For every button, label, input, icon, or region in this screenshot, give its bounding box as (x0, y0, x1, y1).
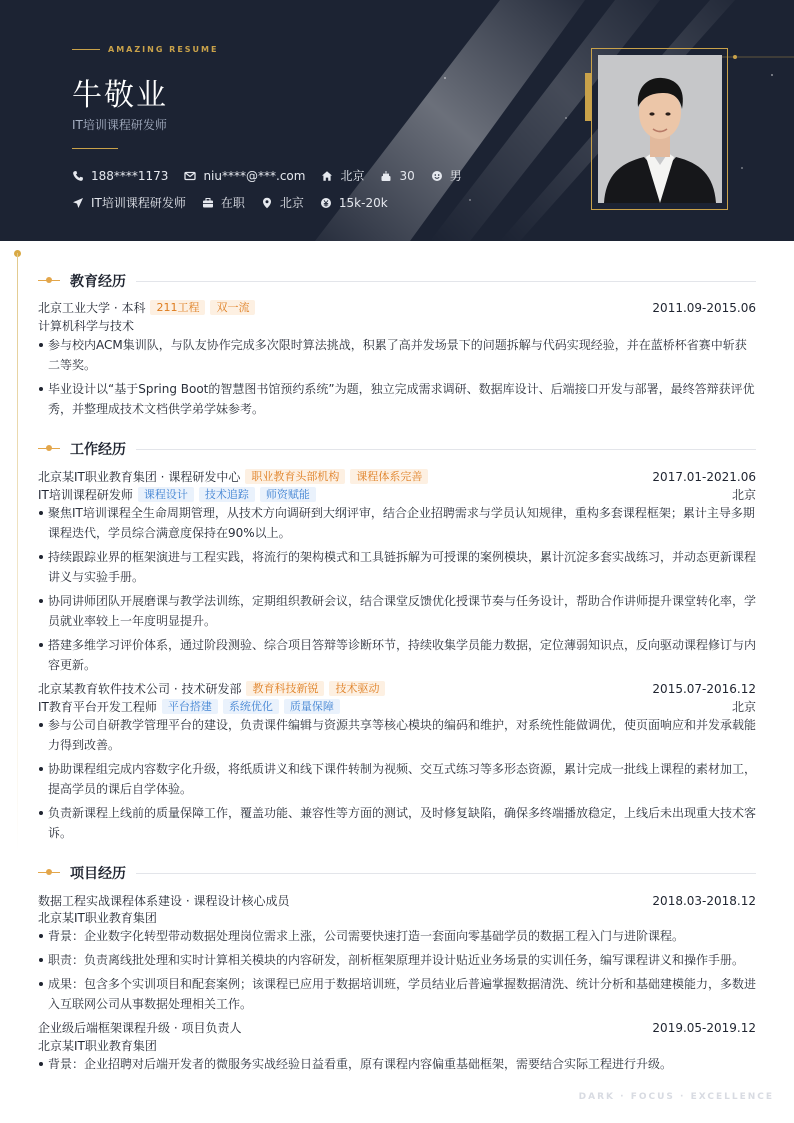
role-tag: 师资赋能 (260, 487, 316, 502)
mail-icon (184, 170, 196, 182)
age-text: 30 (399, 168, 415, 183)
work-city: 北京 (731, 488, 756, 502)
company-tag: 职业教育头部机构 (245, 469, 345, 484)
project-org-row (38, 1037, 756, 1054)
phone-text: 188****1173 (91, 168, 169, 183)
candidate-name: 牛敬业 (72, 78, 168, 113)
eyebrow-line (72, 49, 100, 50)
expected-salary-item (320, 196, 388, 210)
portrait-illustration (598, 55, 722, 203)
section-rule (136, 873, 756, 874)
education-major: 计算机科学与技术 (38, 319, 135, 333)
home-icon (321, 170, 333, 182)
section-rule (136, 449, 756, 450)
send-icon (72, 197, 84, 209)
contact-row (72, 167, 478, 184)
section-projects (38, 863, 756, 883)
project-date: 2019.05-2019.12 (652, 1020, 756, 1035)
project-header (38, 1019, 756, 1036)
list-item: 参与公司自研教学管理平台的建设，负责课件编辑与资源共享等核心模块的编码和维护，对系统性能做调优，使页面响应和并发承载能力得到改善。 (38, 715, 756, 755)
education-date: 2011.09-2015.06 (652, 300, 756, 315)
email-item (184, 169, 305, 183)
list-item: 协助课程组完成内容数字化升级，将纸质讲义和线下课件转制为视频、交互式练习等多形态资源，累计完成一批线上课程的素材加工，提高学员的课后自学体验。 (38, 759, 756, 799)
work-city: 北京 (731, 700, 756, 714)
school-tag: 双一流 (210, 300, 255, 315)
list-item: 聚焦IT培训课程全生命周期管理，从技术方向调研到大纲评审，结合企业招聘需求与学员认知规律，重构多套课程框架；累计主导多期课程迭代，学员综合满意度保持在90%以上。 (38, 503, 756, 543)
work-date: 2017.01-2021.06 (652, 469, 756, 484)
section-title-education: 教育经历 (70, 274, 126, 290)
section-education (38, 271, 756, 291)
resume-header (0, 0, 794, 241)
footer-watermark: DARK · FOCUS · EXCELLENCE (578, 1092, 774, 1102)
list-item: 背景：企业数字化转型带动数据处理岗位需求上涨，公司需要快速打造一套面向零基础学员的数据工程入门与进阶课程。 (38, 926, 756, 946)
work-header (38, 468, 756, 485)
list-item: 搭建多维学习评价体系，通过阶段测验、综合项目答辩等诊断环节，持续收集学员能力数据，定位薄弱知识点，反向驱动课程修订与内容更新。 (38, 635, 756, 675)
school-name: 北京工业大学 · 本科 (38, 301, 146, 315)
job-status-text: 在职 (220, 196, 245, 210)
role-tag: 平台搭建 (162, 699, 218, 714)
section-marker-icon (38, 276, 60, 286)
list-item: 负责新课程上线前的质量保障工作，覆盖功能、兼容性等方面的测试，及时修复缺陷，确保多终端播放稳定，上线后未出现重大技术客诉。 (38, 803, 756, 843)
section-title-projects: 项目经历 (70, 866, 126, 882)
residence-text: 北京 (340, 169, 365, 183)
role-tag: 技术追踪 (199, 487, 255, 502)
list-item: 参与校内ACM集训队，与队友协作完成多次限时算法挑战，积累了高并发场景下的问题拆解与代码实现经验，并在蓝桥杯省赛中斩获二等奖。 (38, 335, 756, 375)
project-name: 企业级后端框架课程升级 · 项目负责人 (38, 1021, 242, 1035)
gender-item (431, 167, 462, 184)
resume-eyebrow (72, 45, 218, 54)
residence-item (321, 167, 364, 184)
education-major-row (38, 317, 756, 334)
timeline-line (17, 253, 18, 853)
work-role-row (38, 486, 756, 503)
job-status-item (202, 194, 245, 211)
money-icon (320, 197, 332, 209)
education-header (38, 299, 756, 316)
target-city-item (261, 194, 304, 211)
job-role: IT教育平台开发工程师 (38, 700, 157, 714)
work-bullets (38, 715, 756, 847)
phone-item (72, 169, 168, 183)
face-icon (431, 170, 443, 182)
school-tag: 211工程 (150, 300, 205, 315)
work-header (38, 680, 756, 697)
company-tag: 技术驱动 (329, 681, 385, 696)
education-bullets (38, 335, 756, 423)
company-name: 北京某IT职业教育集团 · 课程研发中心 (38, 470, 241, 484)
project-org: 北京某IT职业教育集团 (38, 1039, 157, 1053)
project-org: 北京某IT职业教育集团 (38, 911, 157, 925)
role-tag: 课程设计 (138, 487, 194, 502)
job-intent-row (72, 194, 404, 211)
company-name: 北京某教育软件技术公司 · 技术研发部 (38, 682, 242, 696)
section-marker-icon (38, 444, 60, 454)
role-tag: 质量保障 (284, 699, 340, 714)
header-divider (72, 148, 118, 149)
profile-photo (598, 55, 722, 203)
list-item: 协同讲师团队开展磨课与教学法训练，定期组织教研会议，结合课堂反馈优化授课节奏与任务设计，帮助合作讲师提升课堂转化率，学员就业率较上一年度明显提升。 (38, 591, 756, 631)
project-name: 数据工程实战课程体系建设 · 课程设计核心成员 (38, 894, 290, 908)
section-title-work: 工作经历 (70, 442, 126, 458)
list-item: 背景：企业招聘对后端开发者的微服务实战经验日益看重，原有课程内容偏重基础框架，需要结合实际工程进行升级。 (38, 1054, 756, 1074)
project-date: 2018.03-2018.12 (652, 893, 756, 908)
briefcase-icon (202, 197, 214, 209)
work-role-row (38, 698, 756, 715)
company-tag: 教育科技新锐 (246, 681, 324, 696)
section-rule (136, 281, 756, 282)
project-org-row (38, 909, 756, 926)
role-tag: 系统优化 (223, 699, 279, 714)
target-position-item (72, 194, 186, 211)
location-pin-icon (261, 197, 273, 209)
project-bullets (38, 1054, 756, 1078)
expected-salary-text: 15k-20k (338, 195, 388, 210)
candidate-title: IT培训课程研发师 (72, 118, 167, 132)
section-work (38, 439, 756, 459)
section-marker-icon (38, 868, 60, 878)
project-bullets (38, 926, 756, 1018)
work-bullets (38, 503, 756, 679)
cake-icon (380, 170, 392, 182)
list-item: 毕业设计以“基于Spring Boot的智慧图书馆预约系统”为题，独立完成需求调研、数据库设计、后端接口开发与部署，最终答辩获评优秀，并整理成技术文档供学弟学妹参考。 (38, 379, 756, 419)
list-item: 职责：负责离线批处理和实时计算相关模块的内容研发，剖析框架原理并设计贴近业务场景的实训任务，编写课程讲义和操作手册。 (38, 950, 756, 970)
email-text: niu****@***.com (203, 168, 306, 183)
work-date: 2015.07-2016.12 (652, 681, 756, 696)
eyebrow-text: AMAZING RESUME (108, 45, 219, 54)
list-item: 成果：包含多个实训项目和配套案例；该课程已应用于数据培训班，学员结业后普遍掌握数据清洗、统计分析和基础建模能力，多数进入互联网公司从事数据处理相关工作。 (38, 974, 756, 1014)
project-header (38, 892, 756, 909)
target-city-text: 北京 (279, 196, 304, 210)
company-tag: 课程体系完善 (350, 469, 428, 484)
job-role: IT培训课程研发师 (38, 488, 133, 502)
age-item (380, 169, 414, 183)
list-item: 持续跟踪业界的框架演进与工程实践，将流行的架构模式和工具链拆解为可授课的案例模块，累计沉淀多套实战练习，并动态更新课程讲义与实验手册。 (38, 547, 756, 587)
gender-text: 男 (449, 169, 462, 183)
phone-icon (72, 170, 84, 182)
target-position-text: IT培训课程研发师 (91, 196, 186, 210)
